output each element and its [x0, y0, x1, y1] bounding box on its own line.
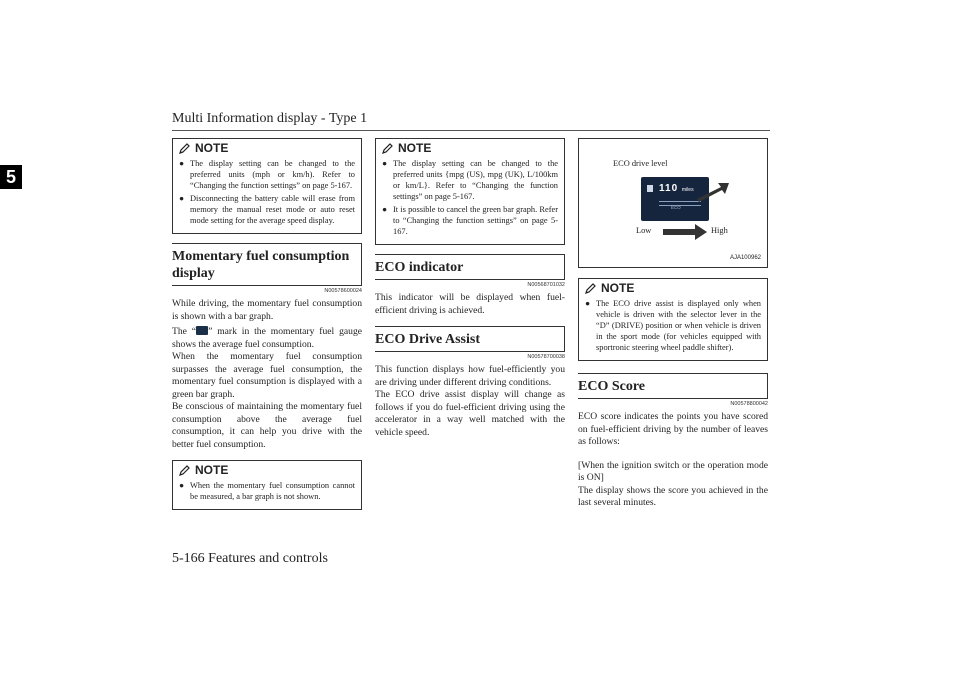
bullet-icon: ● [179, 481, 185, 490]
fuel-gauge-icon [196, 326, 208, 335]
page-footer: 5-166 Features and controls [172, 551, 328, 566]
note-label: NOTE [398, 141, 432, 155]
page-header-title: Multi Information display - Type 1 [172, 111, 368, 126]
heading-rule [375, 351, 565, 352]
heading-rule [375, 279, 565, 280]
note-item: ● The display setting can be changed to the preferred units {mpg (US), mpg (UK), L/100km or km/L}. Refer to “Changing the function settings” on page 5-167. [382, 159, 558, 201]
pencil-note-icon [584, 282, 597, 295]
paragraph: The display shows the score you achieved in the last several minutes. [578, 484, 768, 508]
note-label: NOTE [601, 281, 635, 295]
note-item: ● It is possible to cancel the green bar graph. Refer to “Changing the function settings” on page 5-167. [382, 205, 558, 236]
pencil-note-icon [178, 464, 191, 477]
bullet-icon: ● [382, 159, 388, 168]
eco-text: ECO [671, 205, 681, 210]
section-body [578, 411, 768, 510]
low-high-arrow-icon [663, 224, 707, 240]
bullet-icon: ● [179, 159, 185, 168]
paragraph: When the momentary fuel consumption surpasses the average fuel consumption, the momentary fuel consumption is displayed with a green bar graph. [172, 351, 362, 400]
column-2 [375, 138, 565, 442]
paragraph: This indicator will be displayed when fuel-efficient driving is achieved. [375, 292, 565, 316]
note-box-bar-graph [172, 460, 362, 510]
paragraph: [When the ignition switch or the operation mode is ON] [578, 459, 768, 483]
section-body [375, 292, 565, 317]
section-heading-eco-score: ECO Score [578, 373, 768, 398]
doc-id: N00578700038 [527, 354, 565, 360]
chapter-tab: 5 [0, 165, 22, 189]
note-box-units [172, 138, 362, 234]
note-label: NOTE [195, 463, 229, 477]
note-label: NOTE [195, 141, 229, 155]
bullet-icon: ● [585, 299, 591, 308]
section-heading-eco-drive-assist: ECO Drive Assist [375, 326, 565, 351]
figure-label-high: High [711, 226, 728, 235]
display-reading: 110 miles [659, 183, 694, 194]
eco-drive-level-figure [578, 138, 768, 268]
doc-id: N00568701032 [527, 282, 565, 288]
doc-id: N00578600024 [324, 288, 362, 294]
bullet-icon: ● [179, 194, 185, 203]
pointer-arrow-icon [697, 183, 729, 202]
figure-arrows [579, 139, 769, 267]
paragraph: The “ ” mark in the momentary fuel gauge shows the average fuel consumption. [172, 326, 362, 350]
column-3 [578, 138, 768, 513]
section-heading-eco-indicator: ECO indicator [375, 254, 565, 279]
section-body [172, 298, 362, 451]
figure-label-low: Low [636, 226, 652, 235]
paragraph: This function displays how fuel-efficiently you are driving under different driving conditions. [375, 364, 565, 388]
note-item: ● The display setting can be changed to the preferred units (mph or km/h). Refer to “Changing the function settings” on page 5-167. [179, 159, 355, 190]
pencil-note-icon [381, 142, 394, 155]
note-box-fuel-units [375, 138, 565, 245]
paragraph: The ECO drive assist display will change as follows if you do fuel-efficient driving using the accelerator in a way well matched with the vehicle speed. [375, 389, 565, 438]
note-header [178, 464, 355, 477]
bullet-icon: ● [382, 205, 388, 214]
paragraph: While driving, the momentary fuel consumption is shown with a bar graph. [172, 298, 362, 322]
note-header [381, 142, 558, 155]
section-heading-momentary-fuel: Momentary fuel consumption display [172, 243, 362, 285]
note-item: ● Disconnecting the battery cable will erase from memory the manual reset mode or auto reset mode setting for the average speed display. [179, 194, 355, 225]
heading-rule [172, 285, 362, 286]
paragraph: ECO score indicates the points you have scored on fuel-efficient driving by the number of leaves as follows: [578, 411, 768, 447]
header-rule [172, 130, 770, 131]
pencil-note-icon [178, 142, 191, 155]
note-item: ● The ECO drive assist is displayed only when vehicle is driven with the selector lever in the “D” (DRIVE) position or when vehicle is driven in the sport mode (for vehicles equipped with sportronic steering wheel paddle shifter). [585, 299, 761, 352]
doc-id: N00578800042 [730, 401, 768, 407]
figure-code: AJA100962 [729, 255, 761, 261]
figure-label-eco-drive-level: ECO drive level [613, 159, 668, 168]
heading-rule [578, 398, 768, 399]
note-header [584, 282, 761, 295]
section-body [375, 364, 565, 439]
note-box-eco-drive-assist [578, 278, 768, 361]
paragraph: Be conscious of maintaining the momentary fuel consumption above the average fuel consumption, it can help you drive with the better fuel consumption. [172, 401, 362, 450]
note-header [178, 142, 355, 155]
column-1 [172, 138, 362, 510]
note-item: ● When the momentary fuel consumption cannot be measured, a bar graph is not shown. [179, 481, 355, 501]
